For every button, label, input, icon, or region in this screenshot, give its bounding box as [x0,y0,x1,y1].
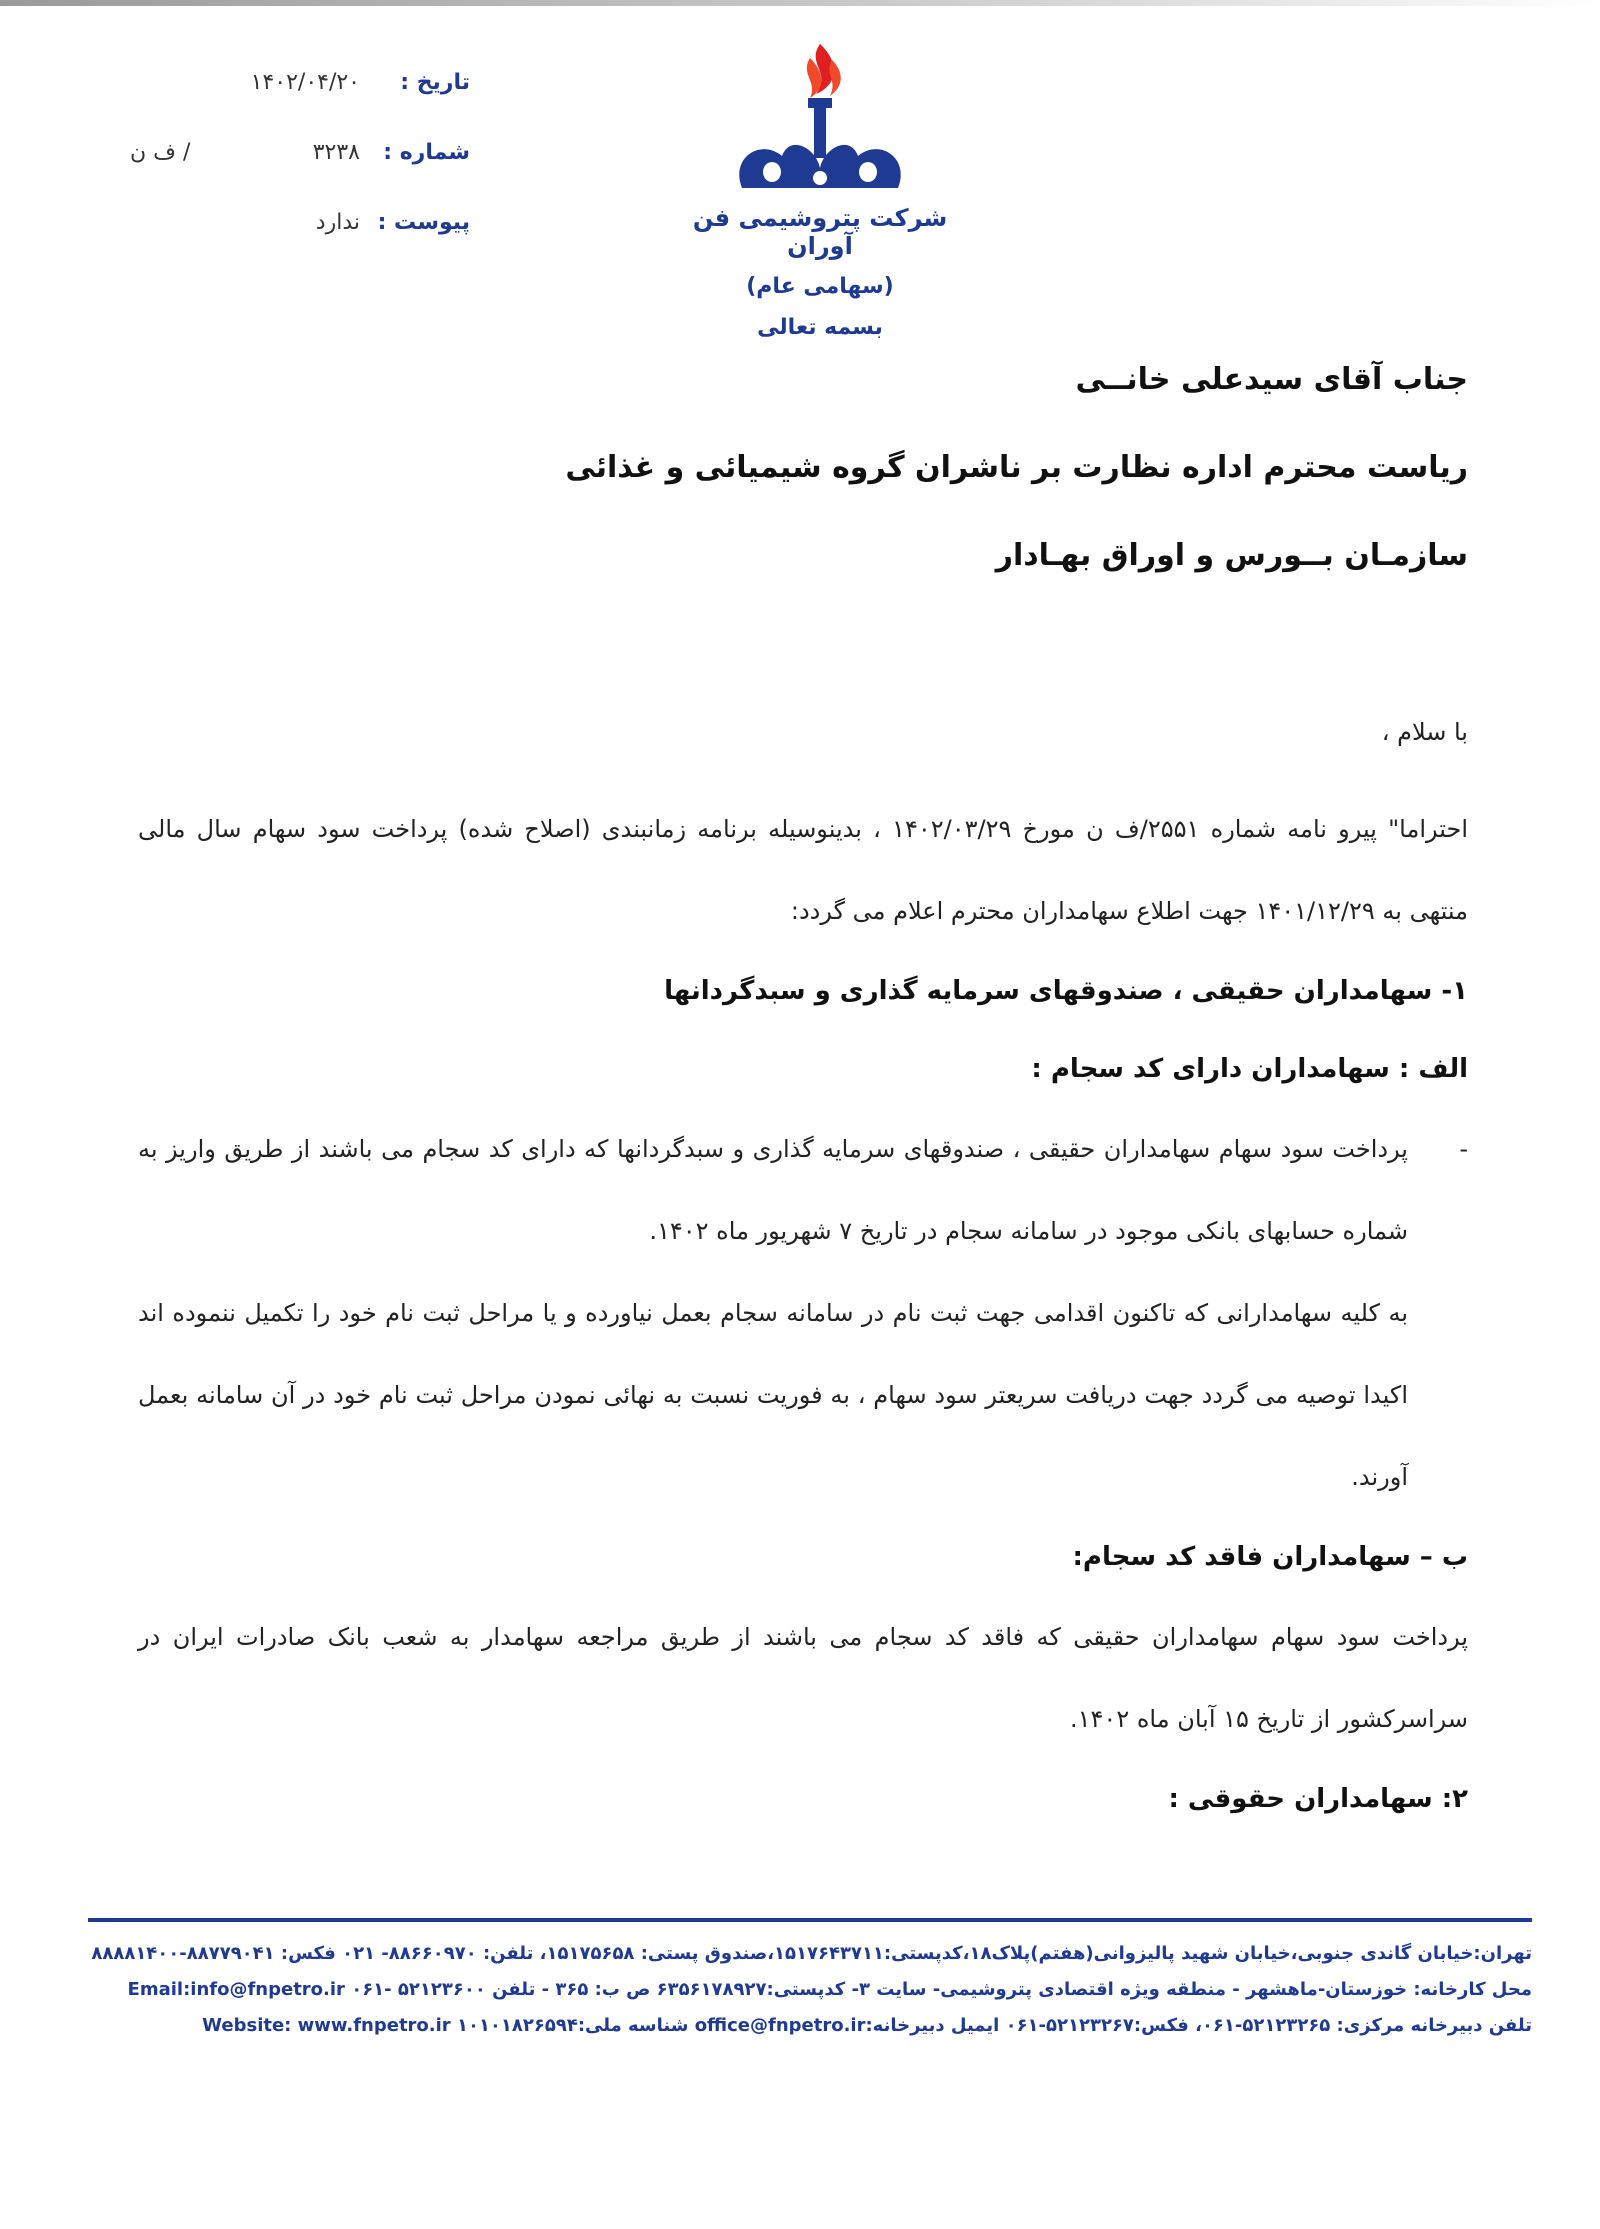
footer-address-factory: محل کارخانه: خوزستان-ماهشهر - منطقه ویژه اقتصادی پتروشیمی- سایت ۳- کدپستی:۶۳۵۶۱۷۸۹۲۷ ص ب: ۳۶۵ - تلفن ۵۲۱۲۳۶۰۰ -۰۶۱ Email:info@fnpetro.ir [127,1979,1532,2000]
scan-top-band [0,0,1600,6]
torch-logo-icon [720,38,920,198]
addressee-title: ریاست محترم اداره نظارت بر ناشران گروه شیمیائی و غذائی [565,450,1468,485]
date-row [130,70,470,140]
paragraph-b: پرداخت سود سهام سهامداران حقیقی که فاقد کد سجام می باشند از طریق مراجعه سهامدار به شعب بانک صادرات ایران در سراسرکشور از تاریخ ۱۵ آبان ماه ۱۴۰۲. [138,1623,1468,1733]
attachment-label: پیوست : [377,210,470,235]
section1-title: ۱- سهامداران حقیقی ، صندوقهای سرمایه گذاری و سبدگردانها [664,976,1468,1006]
advice-paragraph: به کلیه سهامدارانی که تاکنون اقدامی جهت ثبت نام در سامانه سجام بعمل نیاورده و یا مراحل ثبت نام خود را تکمیل ننموده اند اکیدا توصیه می گردد جهت دریافت سریعتر سود سهام ، به فوریت نسبت به نهائی نمودن مراحل ثبت نام خود در آن سامانه بعمل آورند. [138,1299,1408,1491]
company-name: شرکت پتروشیمی فن آوران [692,204,948,260]
footer-address-tehran: تهران:خیابان گاندی جنوبی،خیابان شهید پالیزوانی(هفتم)پلاک۱۸،کدپستی:۱۵۱۷۶۴۳۷۱۱،صندوق پستی: ۱۵۱۷۵۶۵۸، تلفن: ۸۸۶۶۰۹۷۰- ۰۲۱ فکس: ۸۸۷۷۹۰۴۱-۸۸۸۸۱۴۰۰ [91,1943,1532,1964]
letter-meta [130,70,470,280]
company-logo [670,38,970,340]
letter-body [138,718,1468,1838]
number-suffix: / ف ن [130,140,191,165]
date-label: تاریخ : [400,70,470,95]
letterhead-footer [88,1918,1532,2044]
subsection-a-title: الف : سهامداران دارای کد سجام : [1031,1054,1468,1084]
attachment-row [130,210,470,280]
footer-divider [88,1918,1532,1922]
greeting: با سلام ، [1381,718,1468,746]
date-value: ۱۴۰۲/۰۴/۲۰ [250,70,360,95]
addressee-organization: سازمـان بــورس و اوراق بهـادار [995,538,1468,573]
subsection-b-title: ب – سهامداران فاقد کد سجام: [1072,1542,1468,1572]
number-label: شماره : [383,140,470,165]
company-type: (سهامی عام) [746,274,894,299]
bismillah-heading: بسمه تعالی [757,315,883,340]
bullet-item [138,1108,1468,1272]
intro-paragraph: احتراما" پیرو نامه شماره ۲۵۵۱/ف ن مورخ ۱۴۰۲/۰۳/۲۹ ، بدینوسیله برنامه زمانبندی (اصلاح شده) پرداخت سود سهام سال مالی منتهی به ۱۴۰۱/۱۲/۲۹ جهت اطلاع سهامداران محترم اعلام می گردد: [138,815,1469,925]
number-row [130,140,470,210]
footer-contact-secretariat: تلفن دبیرخانه مرکزی: ۵۲۱۲۳۲۶۵-۰۶۱، فکس:۵۲۱۲۳۲۶۷-۰۶۱ ایمیل دبیرخانه:office@fnpetro.ir شناسه ملی:۱۰۱۰۱۸۲۶۵۹۴ Website: www.fnpetro.ir [202,2015,1532,2036]
bullet-mark: - [1459,1135,1468,1163]
attachment-value: ندارد [315,210,360,235]
bullet-text: پرداخت سود سهام سهامداران حقیقی ، صندوقهای سرمایه گذاری و سبدگردانها که دارای کد سجام می باشند از طریق واریز به شماره حسابهای بانکی موجود در سامانه سجام در تاریخ ۷ شهریور ماه ۱۴۰۲. [138,1135,1408,1245]
addressee-block [368,362,1468,626]
addressee-name: جناب آقای سیدعلی خانــی [1075,362,1468,397]
section2-title: ۲: سهامداران حقوقی : [1168,1784,1468,1814]
number-value: ۳۲۳۸ [312,140,360,165]
